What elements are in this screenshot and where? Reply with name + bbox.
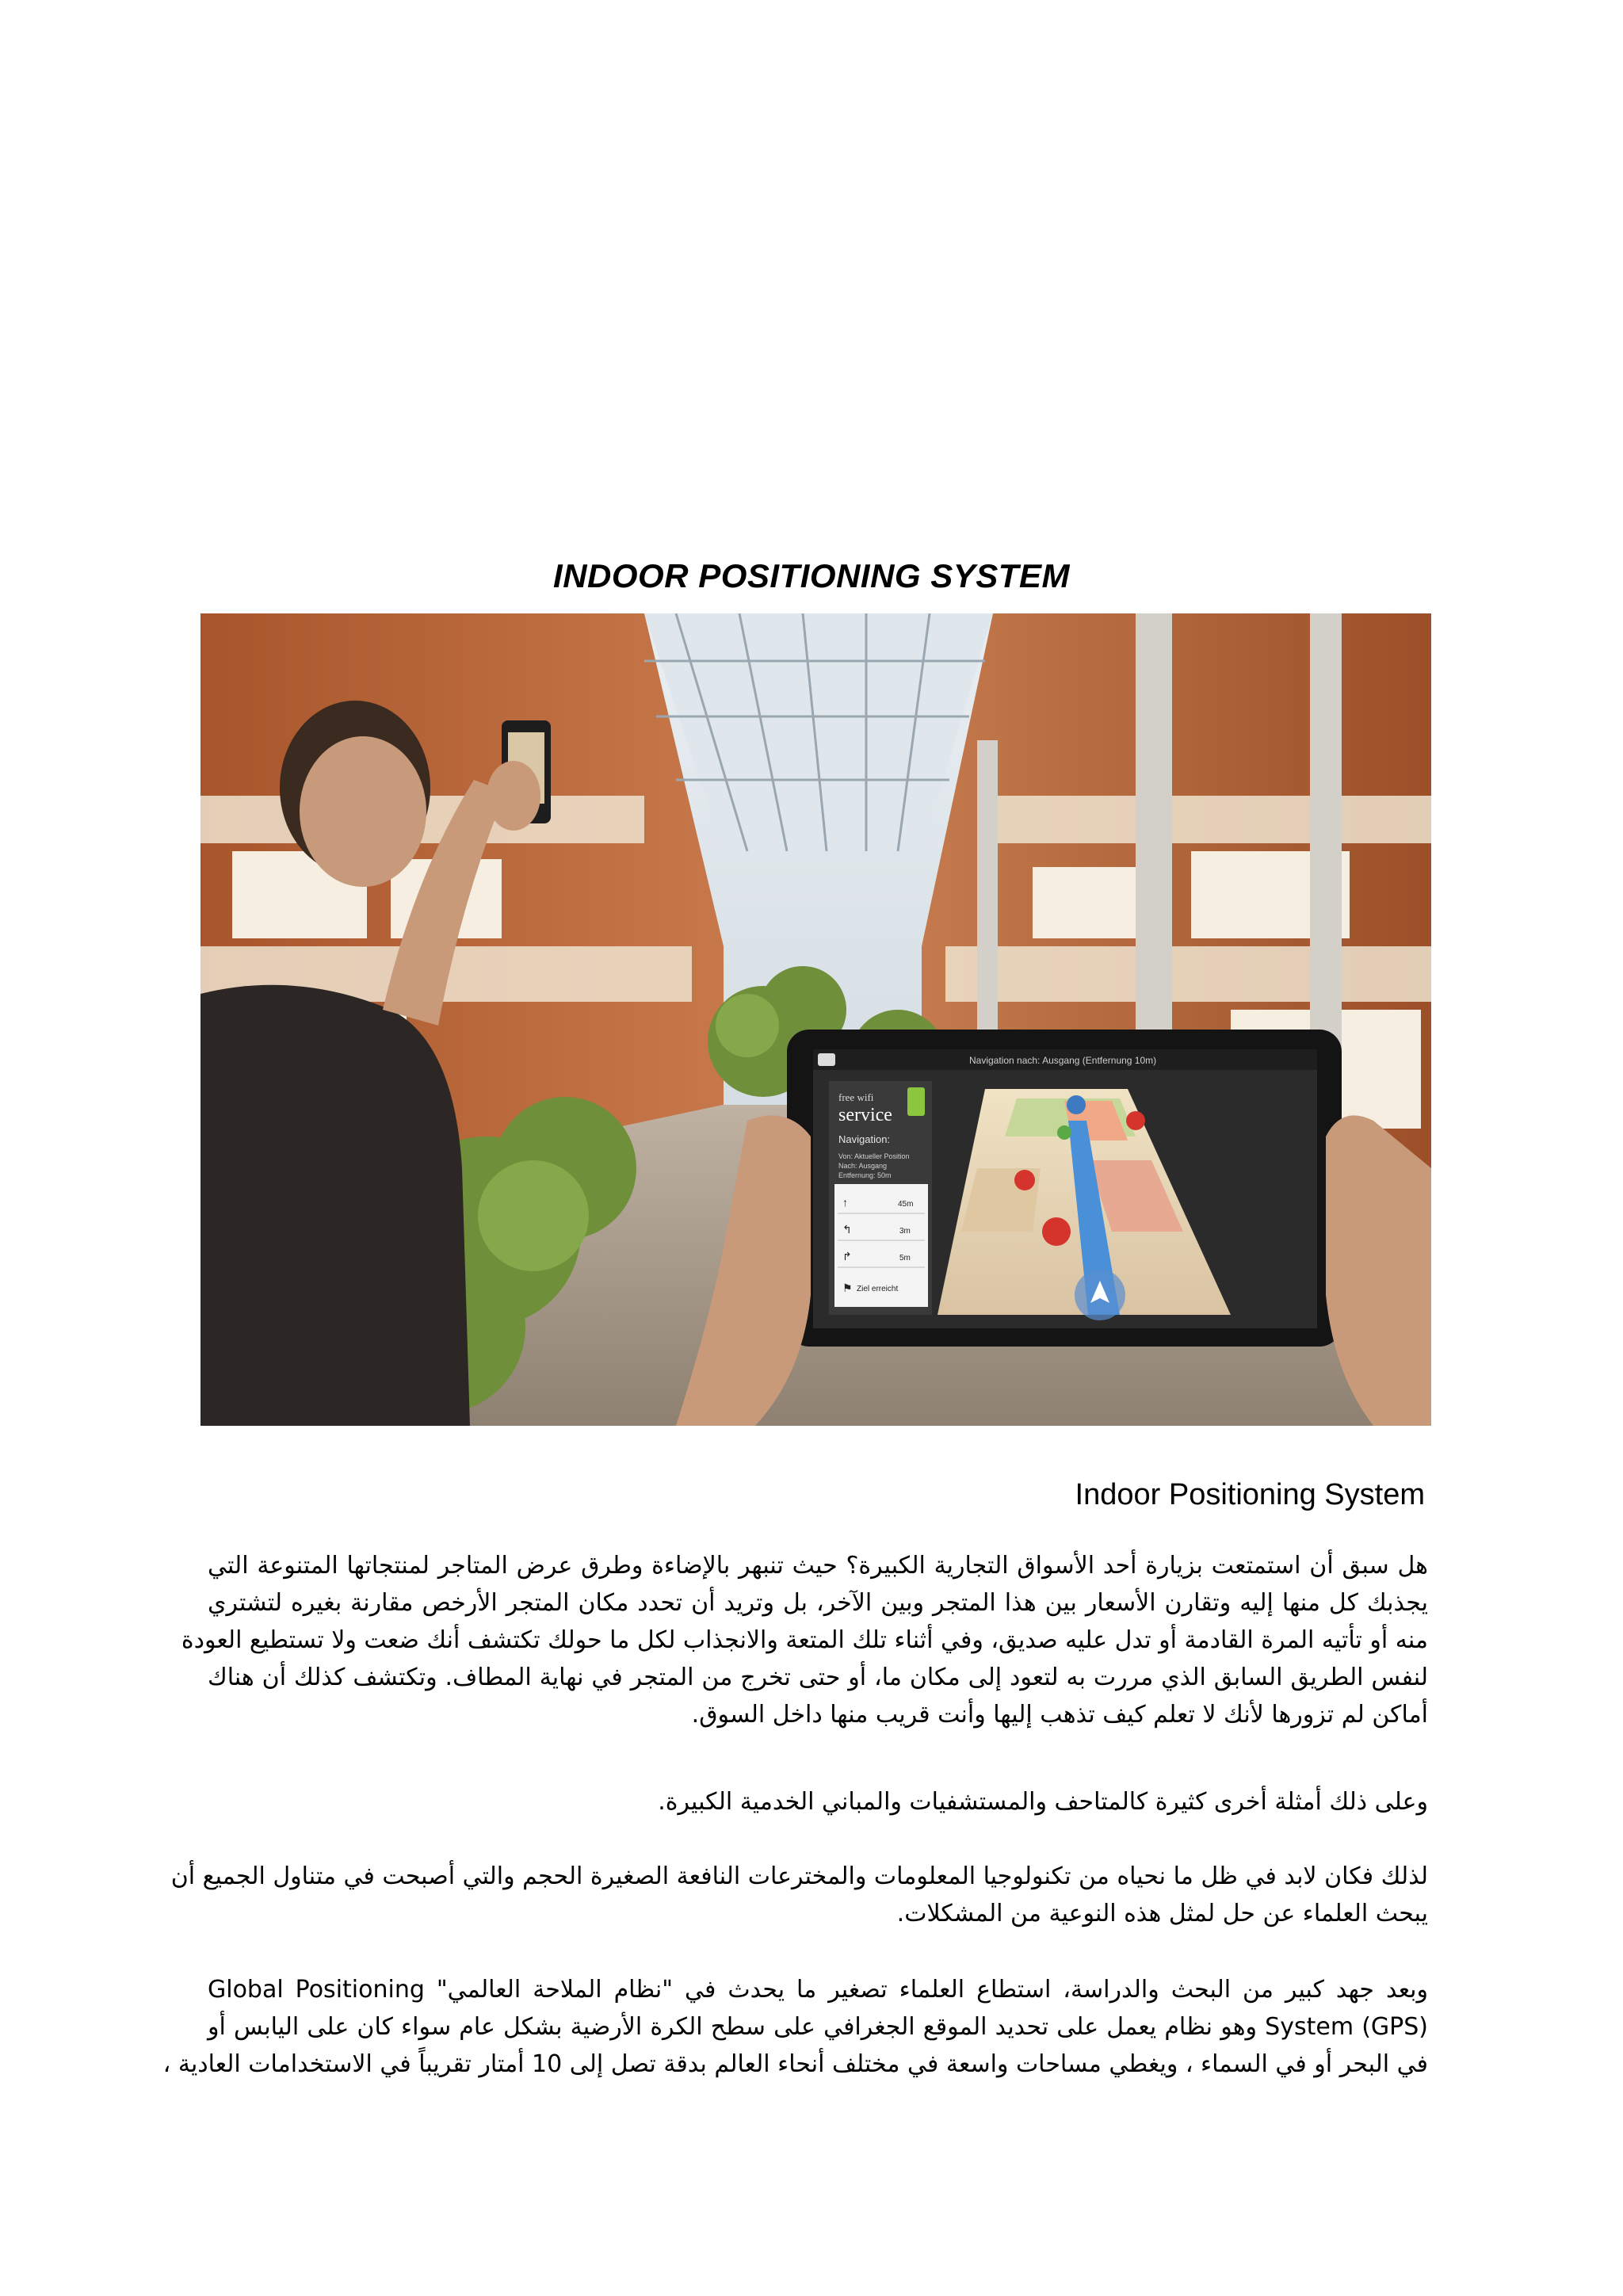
step-2-arrow: ↰ [842,1223,852,1236]
step-2-distance: 3m [899,1227,911,1236]
wifi-logo-top: free wifi [838,1091,874,1103]
paragraph-1-line-4: لنفس الطريق السابق الذي مررت به لتعود إلى مكان ما، أو حتى تخرج من المتجر في نهاية المطاف. وتكتشف كذلك أن هناك [208,1664,1428,1691]
step-3-distance: 5m [899,1254,911,1263]
paragraph-4-line-3: في البحر أو في السماء ، ويغطي مساحات واسعة في مختلف أنحاء العالم بدقة تصل إلى 10 أمتار تقريباً في الاستخدامات العادية ، [162,2050,1428,2078]
paragraph-4 [162,1971,1428,2083]
paragraph-4-line-1: وبعد جهد كبير من البحث والدراسة، استطاع العلماء تصغير ما يحدث في "نظام الملاحة العالمي" Global Positioning [208,1976,1428,2004]
paragraph-2 [208,1783,1428,1820]
step-1-arrow: ↑ [842,1196,848,1209]
nav-title: Navigation: [838,1133,891,1145]
paragraph-3-line-2: يبحث العلماء عن حل لمثل هذه النوعية من المشكلات. [896,1900,1428,1927]
nav-distance: Entfernung: 50m [838,1171,892,1179]
paragraph-3-line-1: لذلك فكان لابد في ظل ما نحياه من تكنولوجيا المعلومات والمخترعات النافعة الصغيرة الحجم والتي أصبحت في متناول الجميع أن [170,1862,1428,1890]
paragraph-2-line-1: وعلى ذلك أمثلة أخرى كثيرة كالمتاحف والمستشفيات والمباني الخدمية الكبيرة. [658,1788,1428,1816]
document-title: INDOOR POSITIONING SYSTEM [553,557,1070,594]
nav-to: Nach: Ausgang [838,1162,888,1170]
paragraph-3 [170,1858,1428,1932]
nav-from: Von: Aktueller Position [838,1152,910,1160]
paragraph-1 [181,1547,1428,1733]
paragraph-4-line-2: System (GPS) وهو نظام يعمل على تحديد الموقع الجغرافي على سطح الكرة الأرضية بشكل عام سواء كان على اليابس أو [208,2013,1428,2041]
figure-caption: Indoor Positioning System [1075,1478,1425,1511]
step-3-arrow: ↱ [842,1250,852,1263]
wifi-logo-bottom: service [838,1105,892,1125]
paragraph-1-line-5: أماكن لم تزورها لأنك لا تعلم كيف تذهب إليها وأنت قريب منها داخل السوق. [691,1701,1428,1729]
step-1-distance: 45m [898,1200,914,1209]
paragraph-1-line-2: يجذبك كل منها إليه وتقارن الأسعار بين هذا المتجر وبين الآخر، بل وتريد أن تحدد مكان المتجر الأرخص مقارنة بغيره لتشتري [208,1589,1428,1617]
mall-navigation-photo [200,613,1431,1426]
goal-flag-icon: ⚑ [842,1282,853,1294]
goal-text: Ziel erreicht [857,1285,899,1293]
paragraph-1-line-3: منه أو تأتيه المرة القادمة أو تدل عليه صديق، وفي أثناء تلك المتعة والانجذاب لكل ما حولك تكتشف أنك ضعت ولا تستطيع العودة [181,1626,1428,1654]
tablet-header-text: Navigation nach: Ausgang (Entfernung 10m) [969,1055,1157,1066]
paragraph-1-line-1: هل سبق أن استمتعت بزيارة أحد الأسواق التجارية الكبيرة؟ حيث تنبهر بالإضاءة وطرق عرض المتاجر لمنتجاتها المتنوعة التي [208,1552,1428,1580]
